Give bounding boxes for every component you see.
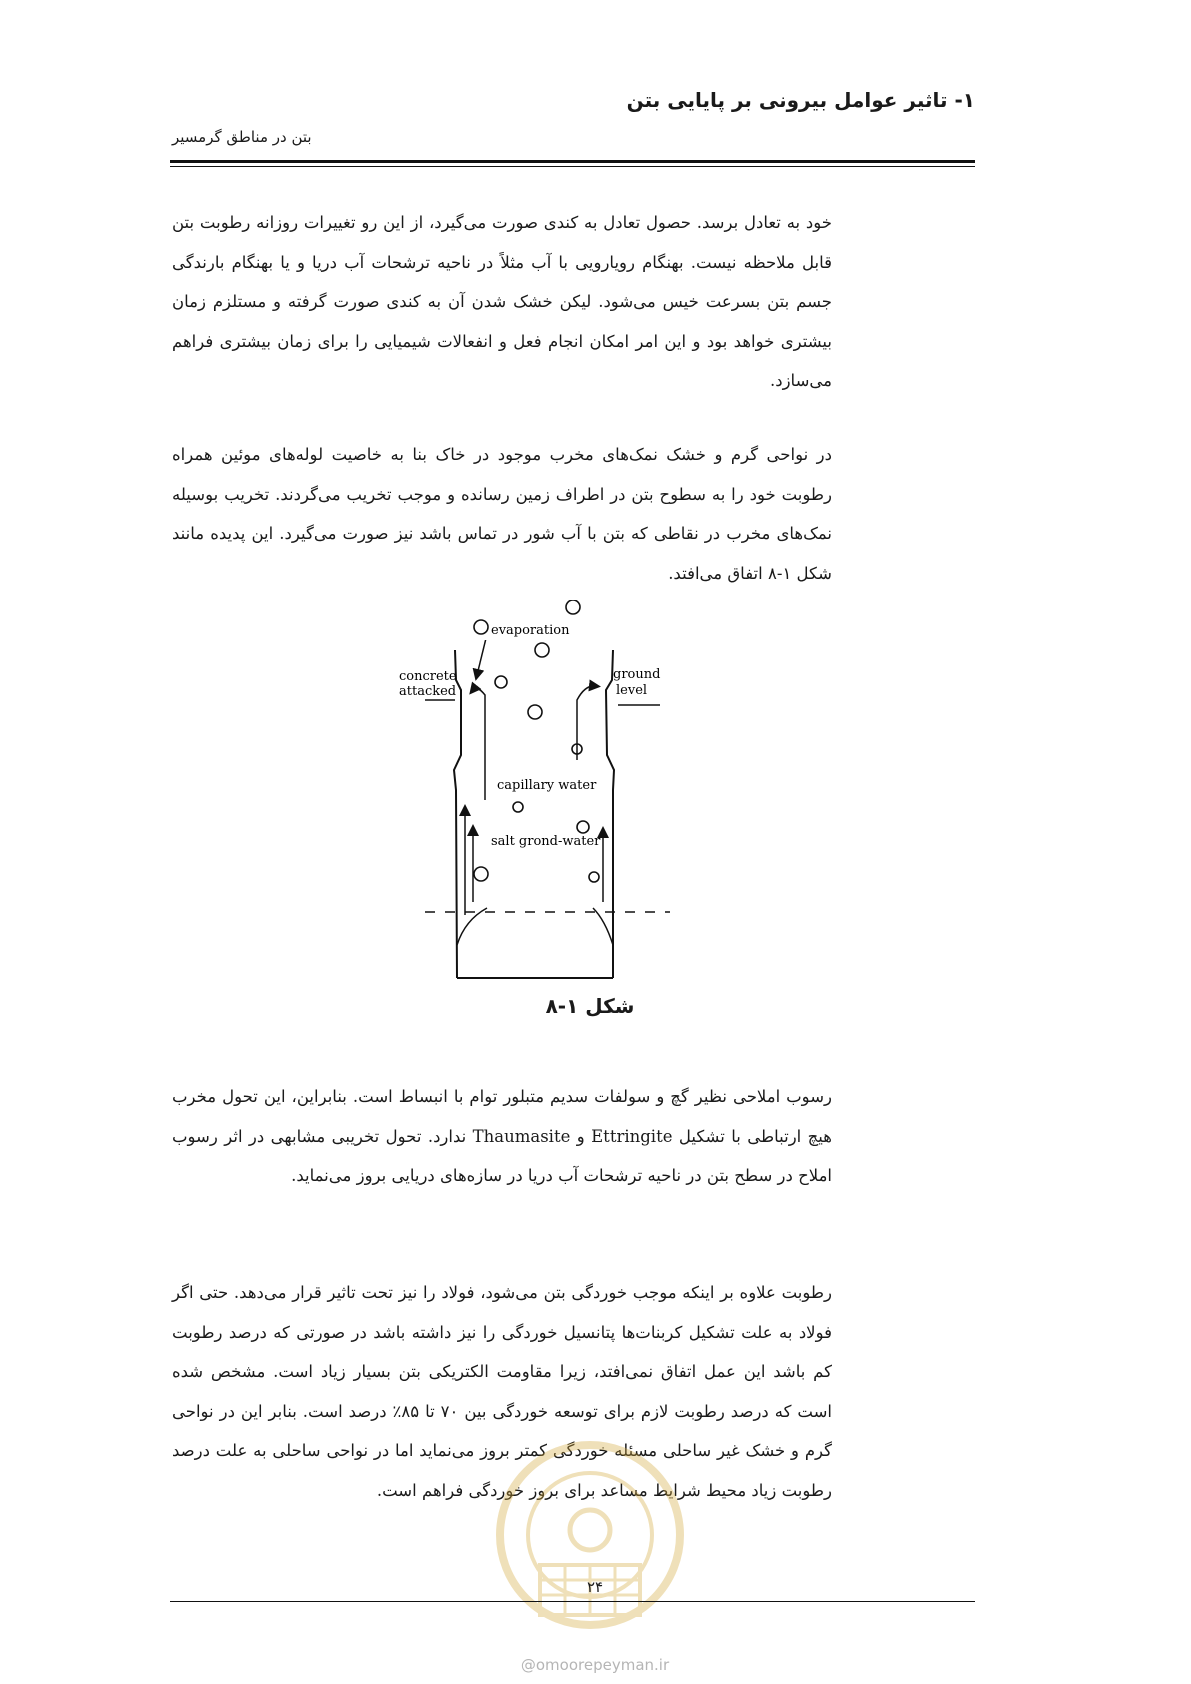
label-capillary-water: capillary water (497, 778, 597, 793)
header-rule-thin (170, 166, 975, 167)
page-header-title: ۱- تاثیر عوامل بیرونی بر پایایی بتن (626, 88, 975, 112)
diagram-labels (380, 600, 700, 990)
label-attacked: attacked (399, 684, 457, 699)
page-number: ۲۴ (586, 1578, 604, 1596)
figure-caption: شکل ۱-۸ (545, 994, 635, 1018)
page-header-subtitle: بتن در مناطق گرمسیر (172, 128, 312, 146)
label-concrete: concrete (399, 669, 457, 684)
footer-rule (170, 1601, 975, 1602)
body-paragraph-1: خود به تعادل برسد. حصول تعادل به کندی صورت می‌گیرد، از این رو تغییرات روزانه رطوبت بتن قابل ملاحظه نیست. بهنگام رویارویی با آب مثلاً در ناحیه ترشحات آب دریا و یا بهنگام بارندگی جسم بتن بسرعت خیس می‌شود. لیکن خشک شدن آن به کندی صورت گرفته و مستلزم زمان بیشتری خواهد بود و این امر امکان انجام فعل و انفعالات شیمیایی را برای زمان بیشتری فراهم می‌سازد. (172, 213, 832, 390)
header-rule-thick (170, 160, 975, 163)
seal-icon (490, 1435, 690, 1645)
label-level: level (616, 683, 648, 698)
label-evaporation: evaporation (491, 623, 570, 638)
watermark-url: @omoorepeyman.ir (520, 1656, 670, 1674)
label-ground: ground (613, 667, 661, 682)
body-paragraph-2: در نواحی گرم و خشک نمک‌های مخرب موجود در خاک بنا به خاصیت لوله‌های موئین همراه رطوبت خود را به سطوح بتن در اطراف زمین رسانده و موجب تخریب می‌گردند. تخریب بوسیله نمک‌های مخرب در نقاطی که بتن با آب شور در تماس باشد نیز صورت می‌گیرد. این پدیده مانند شکل ۱-۸ اتفاق می‌افتد. (172, 445, 832, 583)
label-salt-groundwater: salt grond-water (491, 834, 601, 849)
body-paragraph-4: رطوبت علاوه بر اینکه موجب خوردگی بتن می‌شود، فولاد را نیز تحت تاثیر قرار می‌دهد. حتی اگر فولاد به علت تشکیل کربنات‌ها پتانسیل خوردگی را نیز داشته باشد در صورتی که درصد رطوبت کم باشد این عمل اتفاق نمی‌افتد، زیرا مقاومت الکتریکی بتن بسیار زیاد است. مشخص شده است که درصد رطوبت لازم برای توسعه خوردگی بین ۷۰ تا ۸۵٪ درصد است. بنابر این در نواحی گرم و خشک غیر ساحلی مسئله خوردگی کمتر بروز می‌نماید اما در نواحی ساحلی به علت درصد رطوبت زیاد محیط شرایط مساعد برای بروز خوردگی فراهم است. (172, 1283, 832, 1500)
body-paragraph-3: رسوب املاحی نظیر گچ و سولفات سدیم متبلور توام با انبساط است. بنابراین، این تحول مخرب هیچ ارتباطی با تشکیل Ettringite و Thaumasite ندارد. تحول تخریبی مشابهی در اثر رسوب املاح در سطح بتن در ناحیه ترشحات آب دریا در سازه‌های دریایی بروز می‌نماید. (172, 1087, 832, 1185)
